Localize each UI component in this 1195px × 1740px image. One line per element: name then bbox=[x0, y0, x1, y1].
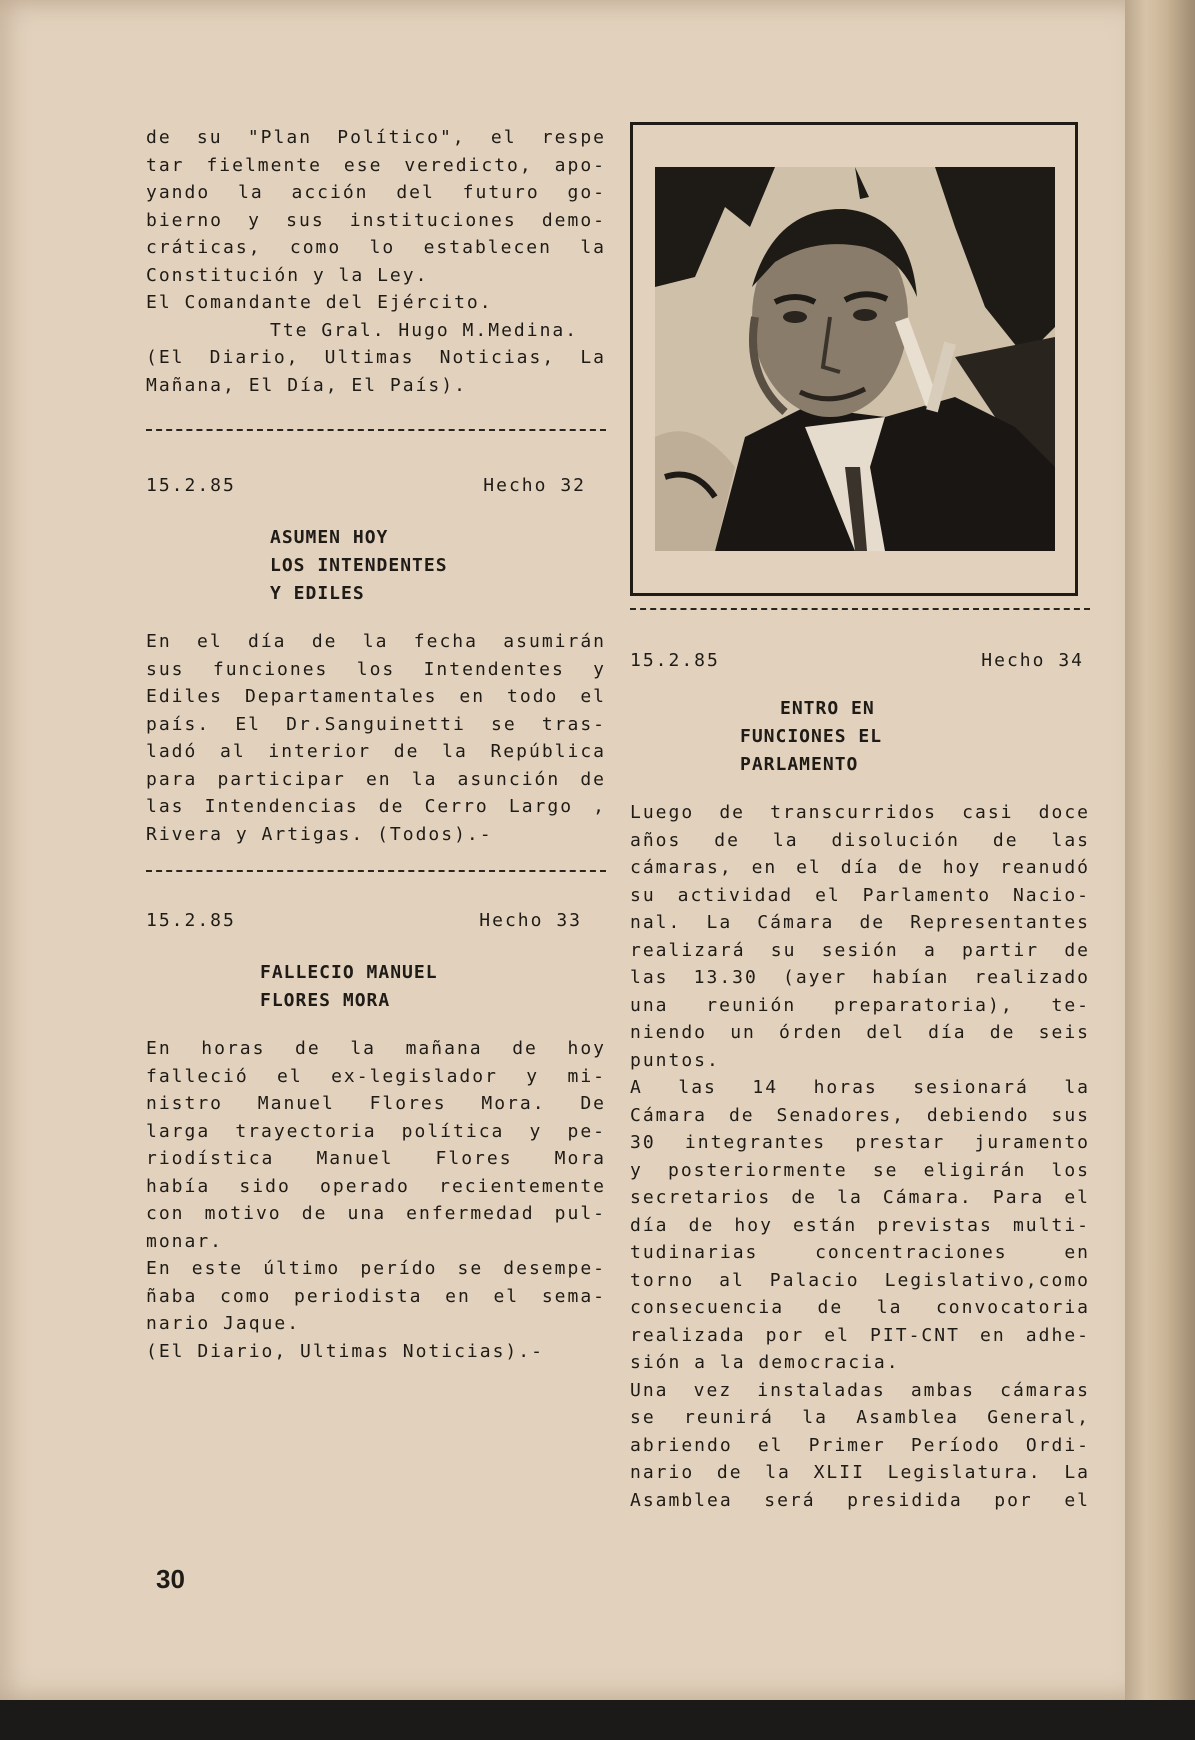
text-line: sión a la democracia. bbox=[630, 1352, 900, 1373]
text-line: En este último perído se desempe- bbox=[146, 1258, 606, 1279]
portrait-photo bbox=[655, 167, 1055, 551]
text-line: El Comandante del Ejército. bbox=[146, 292, 493, 313]
entry-date: 15.2.85 bbox=[146, 910, 236, 931]
headline-line: FLORES MORA bbox=[260, 990, 391, 1011]
text-line: En horas de la mañana de hoy bbox=[146, 1038, 606, 1059]
top-paragraph bbox=[146, 124, 606, 399]
text-line: abriendo el Primer Período Ordi- bbox=[630, 1434, 1090, 1456]
text-line: consecuencia de la convocatoria bbox=[630, 1297, 1090, 1318]
photo-frame bbox=[630, 122, 1078, 596]
text-line: secretarios de la Cámara. Para el bbox=[630, 1187, 1090, 1208]
left-column bbox=[146, 124, 606, 1365]
right-column bbox=[630, 608, 1100, 1514]
hecho-33 bbox=[146, 907, 606, 1365]
text-line: En el día de la fecha asumirán bbox=[146, 631, 606, 652]
page-number: 30 bbox=[156, 1564, 185, 1594]
text-line: cámaras, en el día de hoy reanudó bbox=[630, 857, 1090, 878]
text-line: yando la acción del futuro go- bbox=[146, 182, 606, 203]
text-line: Cámara de Senadores, debiendo sus bbox=[630, 1104, 1090, 1126]
entry-meta bbox=[146, 907, 606, 935]
hecho-34 bbox=[630, 647, 1100, 1514]
headline-line: Y EDILES bbox=[270, 583, 365, 604]
headline-line: LOS INTENDENTES bbox=[270, 555, 448, 576]
text-line: de su "Plan Político", el respe bbox=[146, 127, 606, 148]
text-line: (El Diario, Ultimas Noticias, La bbox=[146, 347, 606, 368]
text-line: las 13.30 (ayer habían realizado bbox=[630, 967, 1090, 988]
text-line: Una vez instaladas ambas cámaras bbox=[630, 1379, 1090, 1401]
text-line: y posteriormente se eligirán los bbox=[630, 1159, 1090, 1181]
entry-date: 15.2.85 bbox=[146, 475, 236, 496]
text-line: las Intendencias de Cerro Largo , bbox=[146, 796, 606, 817]
headline-line: ENTRO EN bbox=[780, 698, 875, 719]
entry-body bbox=[630, 799, 1090, 1514]
text-line: había sido operado recientemente bbox=[146, 1175, 606, 1197]
headline-line: FUNCIONES EL bbox=[740, 726, 883, 747]
text-line: monar. bbox=[146, 1230, 224, 1252]
text-line: sus funciones los Intendentes y bbox=[146, 658, 606, 680]
text-line: Mañana, El Día, El País). bbox=[146, 374, 467, 396]
entry-label: Hecho 33 bbox=[479, 910, 582, 931]
text-line: su actividad el Parlamento Nacio- bbox=[630, 884, 1090, 906]
text-line: día de hoy están previstas multi- bbox=[630, 1214, 1090, 1236]
text-line: Ediles Departamentales en todo el bbox=[146, 686, 606, 707]
text-line: tar fielmente ese veredicto, apo- bbox=[146, 154, 606, 176]
text-line: ñaba como periodista en el sema- bbox=[146, 1285, 606, 1307]
text-line: tudinarias concentraciones en bbox=[630, 1242, 1090, 1263]
text-line: para participar en la asunción de bbox=[146, 768, 606, 790]
entry-label: Hecho 32 bbox=[483, 475, 586, 496]
entry-body bbox=[146, 628, 606, 848]
entry-date: 15.2.85 bbox=[630, 650, 720, 671]
text-line: con motivo de una enfermedad pul- bbox=[146, 1203, 606, 1224]
text-line: se reunirá la Asamblea General, bbox=[630, 1407, 1090, 1428]
text-line: cráticas, como lo establecen la bbox=[146, 237, 606, 258]
entry-headline bbox=[146, 524, 606, 608]
text-line: Luego de transcurridos casi doce bbox=[630, 802, 1090, 823]
text-line: realizada por el PIT-CNT en adhe- bbox=[630, 1324, 1090, 1346]
signature-line: Tte Gral. Hugo M.Medina. bbox=[270, 319, 579, 341]
entry-meta bbox=[146, 472, 606, 500]
text-line: (El Diario, Ultimas Noticias).- bbox=[146, 1340, 544, 1362]
text-line: larga trayectoria política y pe- bbox=[146, 1120, 606, 1142]
entry-label: Hecho 34 bbox=[981, 650, 1084, 671]
headline-line: FALLECIO MANUEL bbox=[260, 962, 438, 983]
text-line: falleció el ex-legislador y mi- bbox=[146, 1065, 606, 1087]
book-spine bbox=[1125, 0, 1195, 1740]
text-line: 30 integrantes prestar juramento bbox=[630, 1132, 1090, 1153]
text-line: realizará su sesión a partir de bbox=[630, 939, 1090, 961]
text-line: ladó al interior de la República bbox=[146, 741, 606, 762]
text-line: riodística Manuel Flores Mora bbox=[146, 1148, 606, 1169]
text-line: niendo un órden del día de seis bbox=[630, 1022, 1090, 1043]
text-line: nistro Manuel Flores Mora. De bbox=[146, 1093, 606, 1114]
hecho-32 bbox=[146, 472, 606, 848]
text-line: puntos. bbox=[630, 1049, 720, 1071]
text-line: bierno y sus instituciones demo- bbox=[146, 209, 606, 231]
text-line: años de la disolución de las bbox=[630, 829, 1090, 851]
text-line: nario de la XLII Legislatura. La bbox=[630, 1462, 1090, 1483]
text-line: A las 14 horas sesionará la bbox=[630, 1077, 1090, 1098]
entry-headline bbox=[630, 695, 1100, 779]
headline-line: ASUMEN HOY bbox=[270, 527, 389, 548]
entry-body bbox=[146, 1035, 606, 1365]
text-line: torno al Palacio Legislativo,como bbox=[630, 1269, 1090, 1291]
entry-headline bbox=[146, 959, 606, 1015]
text-line: país. El Dr.Sanguinetti se tras- bbox=[146, 713, 606, 735]
text-line: nal. La Cámara de Representantes bbox=[630, 912, 1090, 933]
text-line: Rivera y Artigas. (Todos).- bbox=[146, 823, 493, 845]
scan-border bbox=[0, 1700, 1195, 1740]
news-photo bbox=[655, 167, 1055, 551]
text-line: nario Jaque. bbox=[146, 1313, 301, 1334]
text-line: Constitución y la Ley. bbox=[146, 264, 429, 286]
text-line: Asamblea será presidida por el bbox=[630, 1489, 1090, 1511]
headline-line: PARLAMENTO bbox=[740, 754, 859, 775]
entry-meta bbox=[630, 647, 1090, 675]
text-line: una reunión preparatoria), te- bbox=[630, 994, 1090, 1016]
